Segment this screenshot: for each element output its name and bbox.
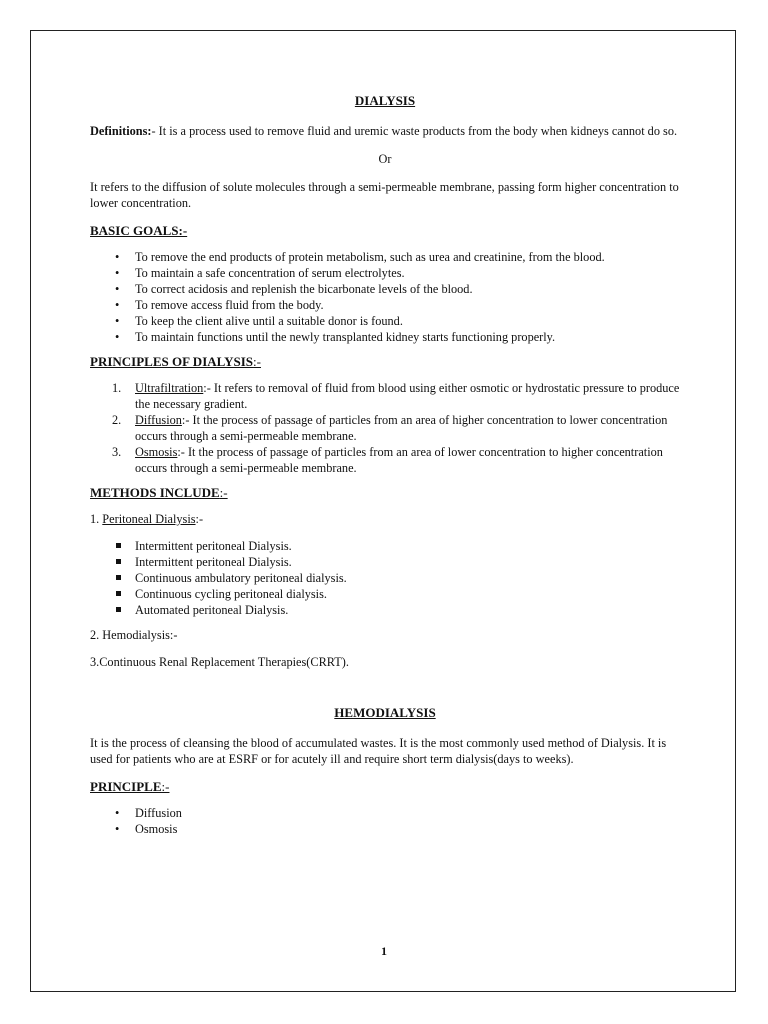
bullet-icon: • — [115, 314, 120, 328]
page-number: 1 — [381, 944, 387, 958]
principle-term: Osmosis — [135, 445, 178, 459]
list-item: • To correct acidosis and replenish the bicarbonate levels of the blood. — [115, 282, 473, 296]
principles-heading: PRINCIPLES OF DIALYSIS:- — [90, 354, 261, 369]
principles-list — [90, 380, 680, 476]
definitions-label: Definitions: — [90, 124, 152, 138]
section-spacer — [90, 681, 680, 705]
bullet-icon: • — [115, 298, 120, 312]
list-item: • To maintain functions until the newly transplanted kidney starts functioning properly. — [115, 330, 556, 344]
list-item: 3. Osmosis:- It the process of passage of particles from an area of lower concentration to higher concentration occurs through a semi-permeable membrane. — [112, 445, 663, 475]
basic-goals-list — [90, 249, 680, 345]
hemodialysis-line: 2. Hemodialysis:- — [90, 628, 178, 642]
square-bullet-icon — [116, 575, 121, 580]
document-title: DIALYSIS — [354, 93, 416, 108]
crrt-line: 3.Continuous Renal Replacement Therapies(CRRT). — [90, 655, 349, 669]
square-bullet-icon — [116, 559, 121, 564]
definitions-alt-paragraph: It refers to the diffusion of solute molecules through a semi-permeable membrane, passing form higher concentration to lower concentration. — [90, 180, 679, 210]
bullet-icon: • — [115, 330, 120, 344]
peritoneal-list — [90, 538, 680, 618]
list-item: Continuous ambulatory peritoneal dialysis. — [90, 570, 680, 586]
list-item: • Diffusion — [115, 806, 182, 820]
list-item: Continuous cycling peritoneal dialysis. — [90, 586, 680, 602]
bullet-icon: • — [115, 806, 120, 820]
list-item: • To keep the client alive until a suitable donor is found. — [115, 314, 403, 328]
hemodialysis-paragraph: It is the process of cleansing the blood of accumulated wastes. It is the most commonly used method of Dialysis. It is used for patients who are at ESRF or for acutely ill and require short term dialysis(days to weeks). — [90, 736, 667, 766]
list-item: • Osmosis — [115, 822, 178, 836]
list-item: Intermittent peritoneal Dialysis. — [90, 538, 680, 554]
principle-term: Diffusion — [135, 413, 182, 427]
square-bullet-icon — [116, 607, 121, 612]
bullet-icon: • — [115, 822, 120, 836]
bullet-icon: • — [115, 250, 120, 264]
methods-heading: METHODS INCLUDE:- — [90, 485, 228, 500]
list-item: • To remove the end products of protein metabolism, such as urea and creatinine, from the blood. — [115, 250, 605, 264]
hemodialysis-title: HEMODIALYSIS — [334, 705, 436, 720]
list-item: Automated peritoneal Dialysis. — [90, 602, 680, 618]
document-body — [90, 90, 680, 846]
square-bullet-icon — [116, 591, 121, 596]
principle-list — [90, 805, 680, 837]
list-item: 1. Ultrafiltration:- It refers to removal of fluid from blood using either osmotic or hydrostatic pressure to produce the necessary gradient. — [112, 381, 680, 411]
square-bullet-icon — [116, 543, 121, 548]
definitions-text: - It is a process used to remove fluid and uremic waste products from the body when kidneys cannot do so. — [151, 124, 678, 138]
list-item: 2. Diffusion:- It the process of passage of particles from an area of higher concentration to lower concentration occurs through a semi-permeable membrane. — [112, 413, 668, 443]
list-item: • To maintain a safe concentration of serum electrolytes. — [115, 266, 405, 280]
or-separator: Or — [378, 152, 392, 166]
bullet-icon: • — [115, 282, 120, 296]
principle-term: Ultrafiltration — [135, 381, 204, 395]
peritoneal-dialysis-line: 1. Peritoneal Dialysis:- — [90, 512, 204, 526]
bullet-icon: • — [115, 266, 120, 280]
basic-goals-heading: BASIC GOALS:- — [90, 223, 188, 238]
principle-heading: PRINCIPLE:- — [90, 779, 170, 794]
definitions-paragraph — [90, 123, 680, 139]
list-item: Intermittent peritoneal Dialysis. — [90, 554, 680, 570]
list-item: • To remove access fluid from the body. — [115, 298, 324, 312]
